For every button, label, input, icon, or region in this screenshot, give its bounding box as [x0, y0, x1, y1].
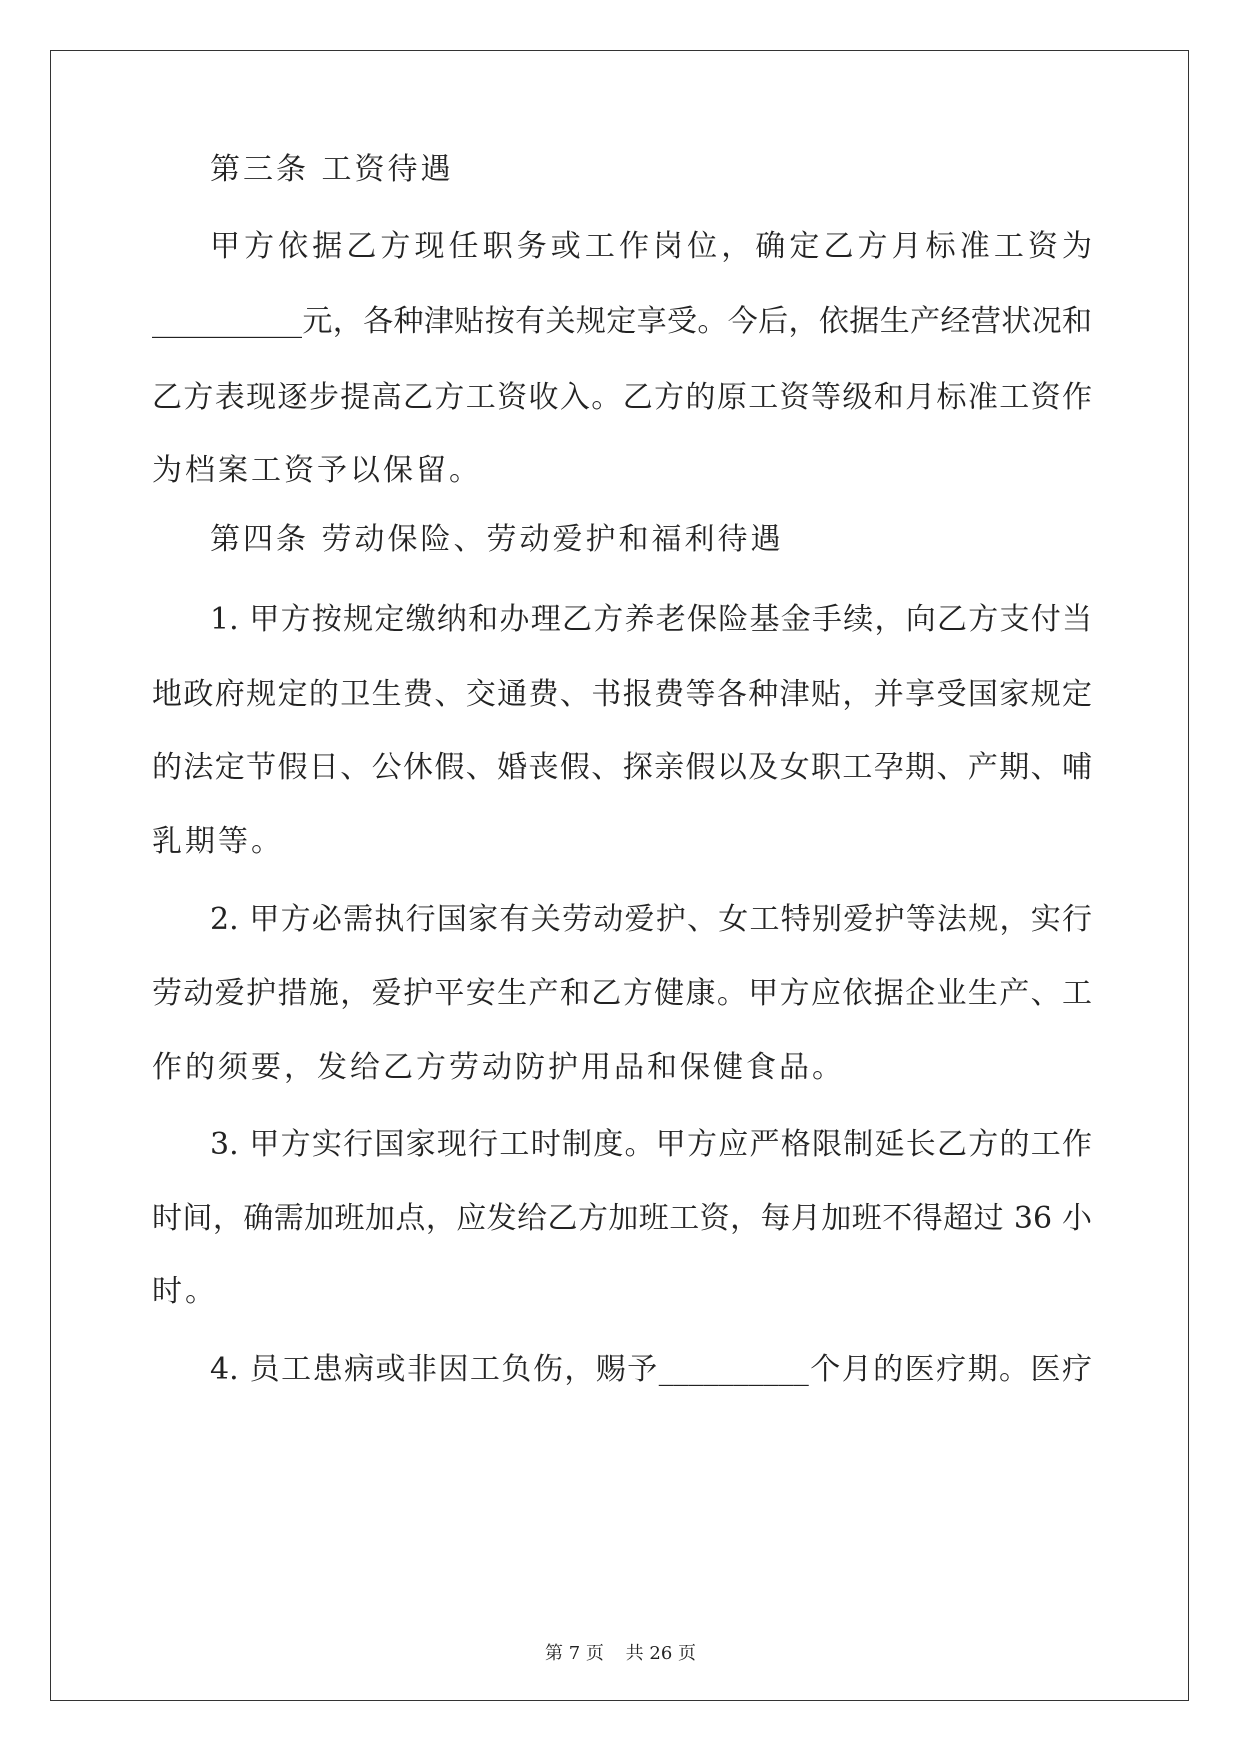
paragraph-line: 乙方表现逐步提高乙方工资收入。乙方的原工资等级和月标准工资作	[152, 380, 1092, 415]
paragraph-line: 时。	[152, 1274, 218, 1309]
paragraph-line: 为档案工资予以保留。	[152, 453, 482, 488]
paragraph-line: __________元，各种津贴按有关规定享受。今后，依据生产经营状况和	[152, 304, 1092, 339]
paragraph-line: 的法定节假日、公休假、婚丧假、探亲假以及女职工孕期、产期、哺	[152, 750, 1092, 785]
paragraph-line: 地政府规定的卫生费、交通费、书报费等各种津贴，并享受国家规定	[152, 677, 1092, 712]
paragraph-line: 时间，确需加班加点，应发给乙方加班工资，每月加班不得超过 36 小	[152, 1201, 1092, 1236]
page-number: 第 7 页	[545, 1643, 604, 1664]
paragraph-line: 1. 甲方按规定缴纳和办理乙方养老保险基金手续，向乙方支付当	[210, 602, 1092, 637]
paragraph-line: 乳期等。	[152, 824, 284, 859]
page-border	[50, 50, 1189, 1701]
paragraph-line: 劳动爱护措施，爱护平安生产和乙方健康。甲方应依据企业生产、工	[152, 976, 1092, 1011]
page-footer	[0, 1642, 1241, 1666]
paragraph-line: 甲方依据乙方现任职务或工作岗位，确定乙方月标准工资为	[210, 229, 1092, 264]
paragraph-line: 3. 甲方实行国家现行工时制度。甲方应严格限制延长乙方的工作	[210, 1127, 1092, 1162]
paragraph-line: 4. 员工患病或非因工负伤，赐予__________个月的医疗期。医疗	[210, 1352, 1092, 1387]
paragraph-line: 作的须要，发给乙方劳动防护用品和保健食品。	[152, 1050, 845, 1085]
paragraph-line: 2. 甲方必需执行国家有关劳动爱护、女工特别爱护等法规，实行	[210, 902, 1092, 937]
article-3-heading: 第三条 工资待遇	[210, 152, 454, 187]
article-4-heading: 第四条 劳动保险、劳动爱护和福利待遇	[210, 522, 784, 557]
page-total: 共 26 页	[625, 1643, 696, 1664]
